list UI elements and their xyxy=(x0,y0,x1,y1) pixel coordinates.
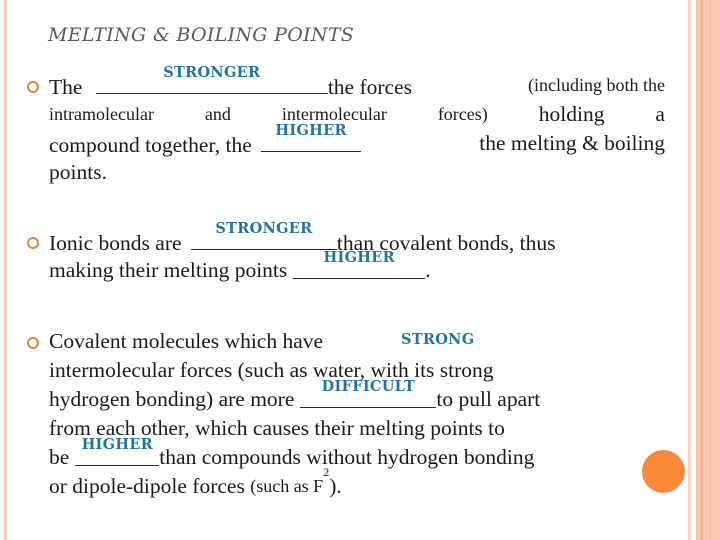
fill-in-blank xyxy=(261,122,361,152)
blank-answer: HIGHER xyxy=(275,122,347,139)
fill-in-blank xyxy=(96,64,328,94)
fill-in-blank xyxy=(75,436,159,466)
fill-in-blank xyxy=(293,249,425,279)
text-line: points. xyxy=(49,160,107,184)
blank-answer: DIFFICULT xyxy=(321,378,416,395)
text-line: The STRONGER the forces (including both the xyxy=(49,71,665,100)
right-border-rule xyxy=(688,0,691,540)
text-line: making their melting points HIGHER . xyxy=(49,256,665,285)
bullet-paragraph-2 xyxy=(49,220,665,285)
fill-in-blank xyxy=(300,378,436,408)
text-line: compound together, the HIGHER the melting & boiling xyxy=(49,129,665,158)
blank-answer: HIGHER xyxy=(81,436,154,453)
text-line: hydrogen bonding) are more DIFFICULT to pull apart xyxy=(49,385,665,414)
text-line: be HIGHER than compounds without hydrogen bonding xyxy=(49,443,665,472)
blank-answer: STRONGER xyxy=(215,220,313,237)
left-border-rule xyxy=(4,0,7,540)
bullet-paragraph-1 xyxy=(49,64,665,187)
text-line: intramolecular and intermolecular forces) holding a xyxy=(49,102,665,126)
blank-answer: STRONG xyxy=(401,331,475,348)
text-line: or dipole-dipole forces (such as F 2 ). xyxy=(49,465,342,498)
text-line: from each other, which causes their melting points to xyxy=(49,416,505,440)
bullet-circle-icon xyxy=(27,237,39,249)
text-line: intermolecular forces (such as water, with its strong xyxy=(49,358,494,382)
decorative-orange-circle xyxy=(642,450,685,493)
bullet-circle-icon xyxy=(27,81,39,93)
text-line: Covalent molecules which have STRONG xyxy=(49,327,665,356)
blank-answer: STRONGER xyxy=(163,64,261,81)
blank-answer: HIGHER xyxy=(323,249,395,266)
slide-title: MELTING & BOILING POINTS xyxy=(48,24,355,46)
bullet-circle-icon xyxy=(27,337,39,349)
bullet-paragraph-3 xyxy=(49,327,665,501)
right-decorative-band xyxy=(696,0,720,540)
text-line: Ionic bonds are STRONGER than covalent bonds, thus xyxy=(49,227,665,256)
